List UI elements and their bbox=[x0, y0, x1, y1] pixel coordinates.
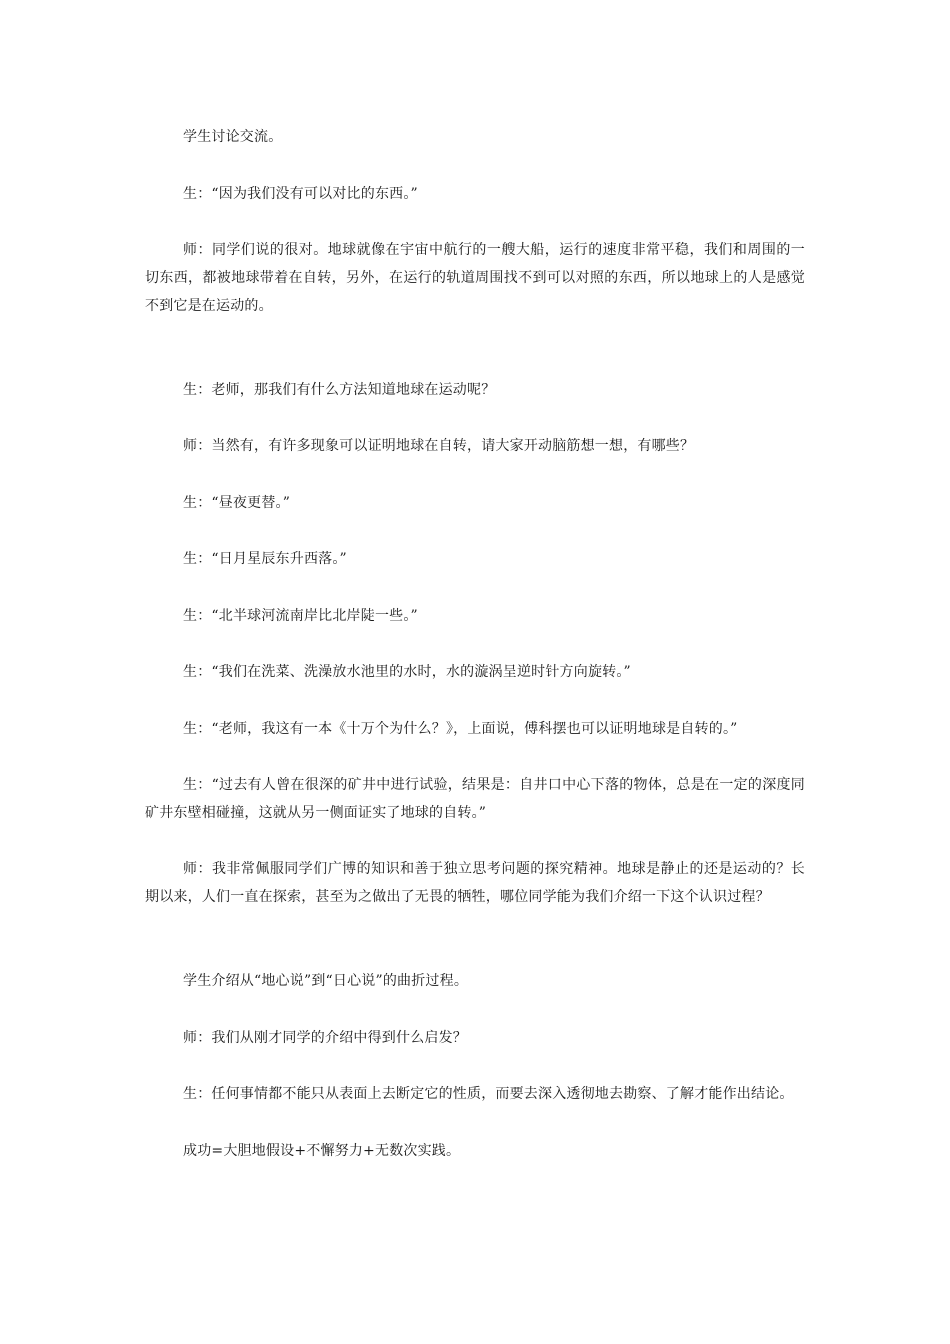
paragraph: 生：任何事情都不能只从表面上去断定它的性质，而要去深入透彻地去勘察、了解才能作出结论。 bbox=[183, 1086, 794, 1102]
paragraph: 成功=大胆地假设+不懈努力+无数次实践。 bbox=[183, 1143, 461, 1159]
paragraph: 生：“昼夜更替。” bbox=[183, 495, 291, 511]
paragraph: 生：“日月星辰东升西落。” bbox=[183, 551, 347, 567]
paragraph: 师：同学们说的很对。地球就像在宇宙中航行的一艘大船，运行的速度非常平稳，我们和周围的一切东西，都被地球带着在自转，另外，在运行的轨道周围找不到可以对照的东西，所以地球上的人是感觉不到它是在运动的。 bbox=[145, 242, 805, 314]
paragraph: 学生讨论交流。 bbox=[183, 129, 283, 145]
paragraph: 师：我们从刚才同学的介绍中得到什么启发？ bbox=[183, 1030, 467, 1046]
paragraph: 生：“我们在洗菜、洗澡放水池里的水时，水的漩涡呈逆时针方向旋转。” bbox=[183, 664, 631, 680]
paragraph: 生：“老师，我这有一本《十万个为什么？》，上面说，傅科摆也可以证明地球是自转的。” bbox=[183, 721, 738, 737]
paragraph: 生：老师，那我们有什么方法知道地球在运动呢？ bbox=[183, 382, 496, 398]
paragraph: 师：我非常佩服同学们广博的知识和善于独立思考问题的探究精神。地球是静止的还是运动的？长期以来，人们一直在探索，甚至为之做出了无畏的牺牲，哪位同学能为我们介绍一下这个认识过程？ bbox=[145, 861, 805, 905]
paragraph: 生：“北半球河流南岸比北岸陡一些。” bbox=[183, 608, 418, 624]
paragraph: 学生介绍从“地心说”到“日心说”的曲折过程。 bbox=[183, 973, 469, 989]
paragraph: 生：“因为我们没有可以对比的东西。” bbox=[183, 186, 418, 202]
paragraph: 师：当然有，有许多现象可以证明地球在自转，请大家开动脑筋想一想，有哪些？ bbox=[183, 438, 695, 454]
paragraph: 生：“过去有人曾在很深的矿井中进行试验，结果是：自井口中心下落的物体，总是在一定的深度同矿井东壁相碰撞，这就从另一侧面证实了地球的自转。” bbox=[145, 777, 805, 821]
